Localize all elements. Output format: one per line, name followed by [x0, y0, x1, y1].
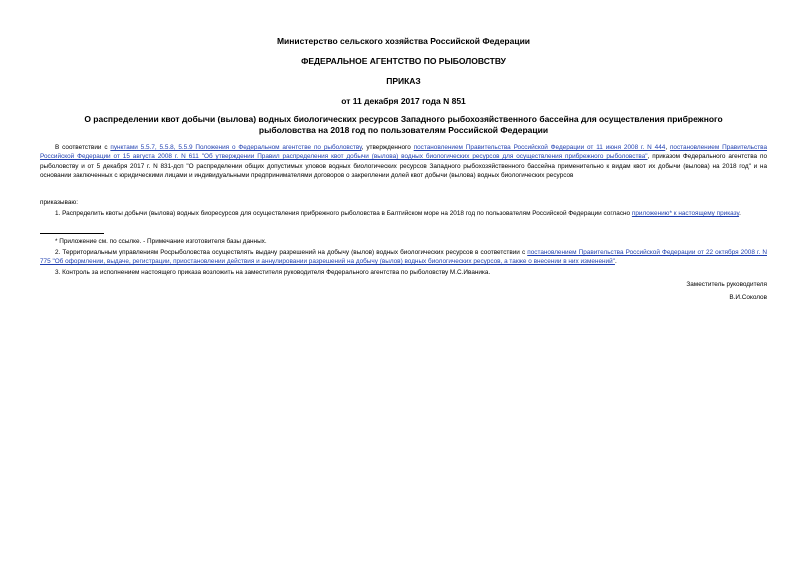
link-decree-611[interactable]: постановлением Правительства Российской Федерации от 15 августа 2008 г. N 611 "Об утверждении Правил распределения квот добычи (вылова) водных биологических ресурсов для осуществления прибрежного рыболовства"	[40, 144, 768, 161]
link-appendix[interactable]: приложению* к настоящему приказу	[631, 210, 740, 217]
signature-position: Заместитель руководителя	[686, 281, 767, 288]
preamble-paragraph	[40, 143, 767, 180]
link-regulation-points[interactable]: пунктами 5.5.7, 5.5.8, 5.5.9 Положения о Федеральном агентстве по рыболовству	[110, 144, 362, 151]
preamble-text: , утвержденного	[361, 144, 414, 151]
document-date-number: от 11 декабря 2017 года N 851	[341, 96, 466, 106]
preamble-text: ,	[665, 144, 670, 151]
order-item-1	[40, 209, 767, 218]
item-2-text: 2. Территориальным управлениям Росрыболовства осуществлять выдачу разрешений на добычу (вылов) водных биологических ресурсов в соответствии с	[55, 249, 528, 256]
link-decree-444[interactable]: постановлением Правительства Российской Федерации от 11 июня 2008 г. N 444	[413, 144, 666, 151]
signature-name: В.И.Соколов	[729, 294, 767, 301]
preamble-text: , приказом Федерального агентства по рыболовству и от 5 декабря 2017 г. N 831-дсп "О распределении общих допустимых уловов водных биологических ресурсов Западного рыбохозяйственного бассейна применительно к видам квот их добычи (вылова) на 2018 год" и на основании заключенных с юридическими лицами и индивидуальными предпринимателями договоров о закреплении долей квот добычи (вылова) водных биологических ресурсов	[40, 153, 768, 179]
preamble-text: В соответствии с	[55, 144, 111, 151]
item-1-end: .	[739, 210, 741, 217]
agency-heading: ФЕДЕРАЛЬНОЕ АГЕНТСТВО ПО РЫБОЛОВСТВУ	[301, 56, 506, 66]
item-2-end: .	[614, 258, 617, 266]
order-item-3: 3. Контроль за исполнением настоящего приказа возложить на заместителя руководителя Федерального агентства по рыболовству М.С.Иваника.	[55, 269, 491, 276]
item-1-text: 1. Распределить квоты добычи (вылова) водных биоресурсов для осуществления прибрежного рыболовства в Балтийском море на 2018 год по пользователям Российской Федерации согласно	[55, 210, 632, 217]
document-subject: О распределении квот добычи (вылова) водных биологических ресурсов Западного рыбохозяйственного бассейна для осуществления прибрежного рыболовства на 2018 год по пользователям Российской Федерации	[84, 114, 723, 135]
order-item-2	[40, 248, 767, 267]
footnote-divider	[40, 233, 104, 234]
footnote: * Приложение см. по ссылке. - Примечание изготовителя базы данных.	[55, 238, 267, 245]
link-decree-775[interactable]: постановлением Правительства Российской Федерации от 22 октября 2008 г. N 775 "Об оформлении, выдаче, регистрации, приостановлении действия и аннулировании разрешений на добычу (вылов) водных биологических ресурсов, а также о внесении в них изменений"	[40, 249, 767, 266]
document-type-heading: ПРИКАЗ	[386, 76, 421, 86]
ministry-heading: Министерство сельского хозяйства Российской Федерации	[276, 36, 531, 46]
order-word: приказываю:	[40, 199, 78, 206]
